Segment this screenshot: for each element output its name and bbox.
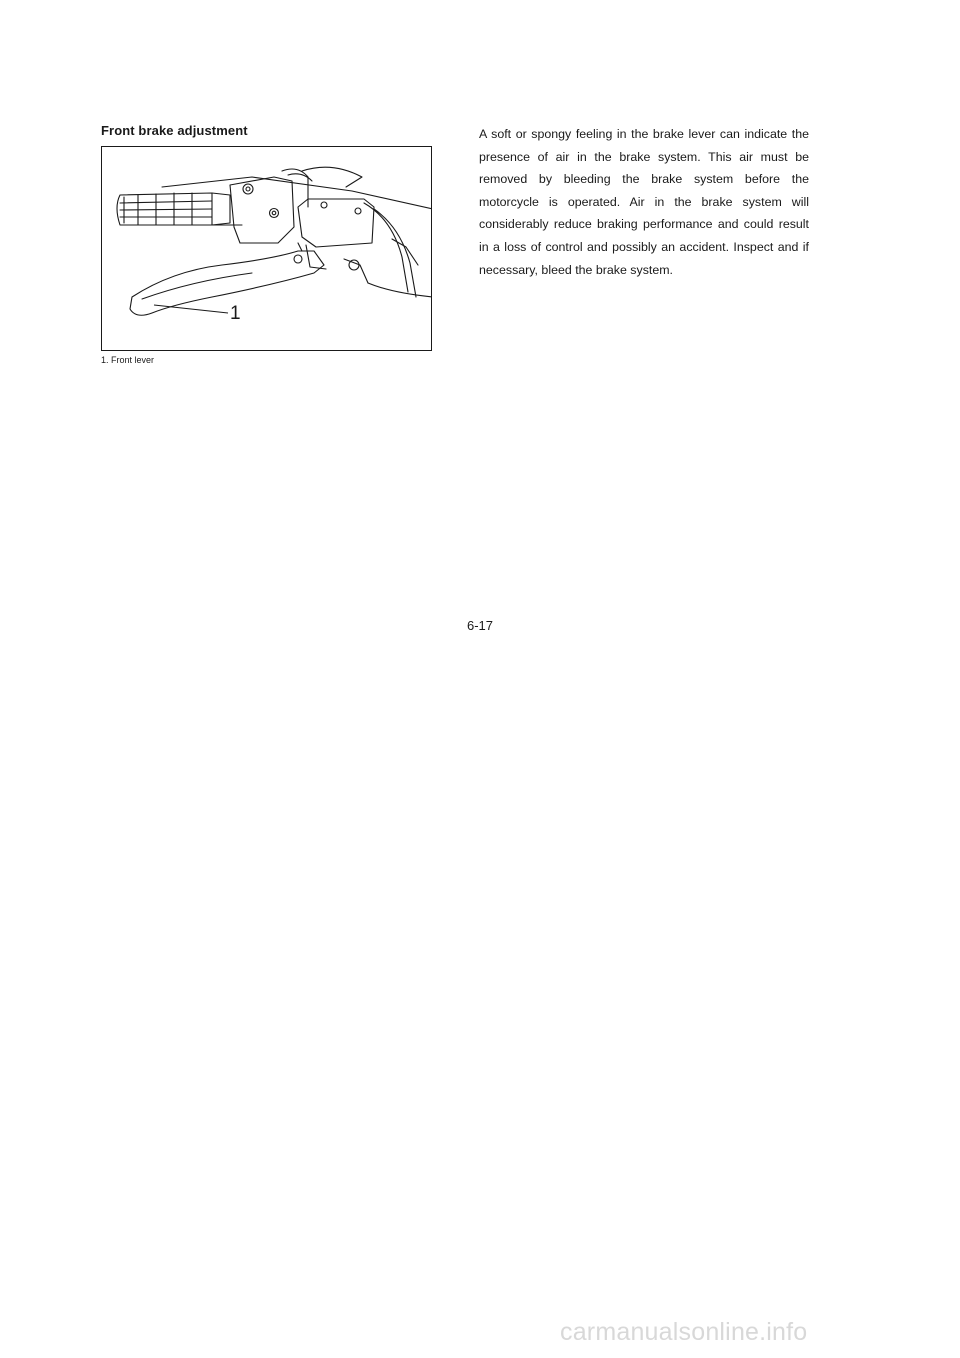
page-number: 6-17 — [466, 618, 494, 633]
callout-leader-line — [154, 305, 228, 313]
brake-lever-drawing — [102, 147, 432, 351]
body-paragraph: A soft or spongy feeling in the brake lever can indicate the presence of air in the brake system. This air must be removed by bleeding the brake system before the motorcycle is operated. Air in the brake system will considerably reduce braking performance and could result in a loss of control and possibly an accident. Inspect and if necessary, bleed the brake system. — [479, 127, 809, 277]
brake-lever-illustration — [101, 146, 432, 351]
section-title: Front brake adjustment — [101, 123, 248, 138]
figure-caption: 1. Front lever — [101, 355, 155, 365]
callout-number-1: 1 — [230, 303, 241, 324]
watermark-text: carmanualsonline.info — [560, 1318, 808, 1346]
